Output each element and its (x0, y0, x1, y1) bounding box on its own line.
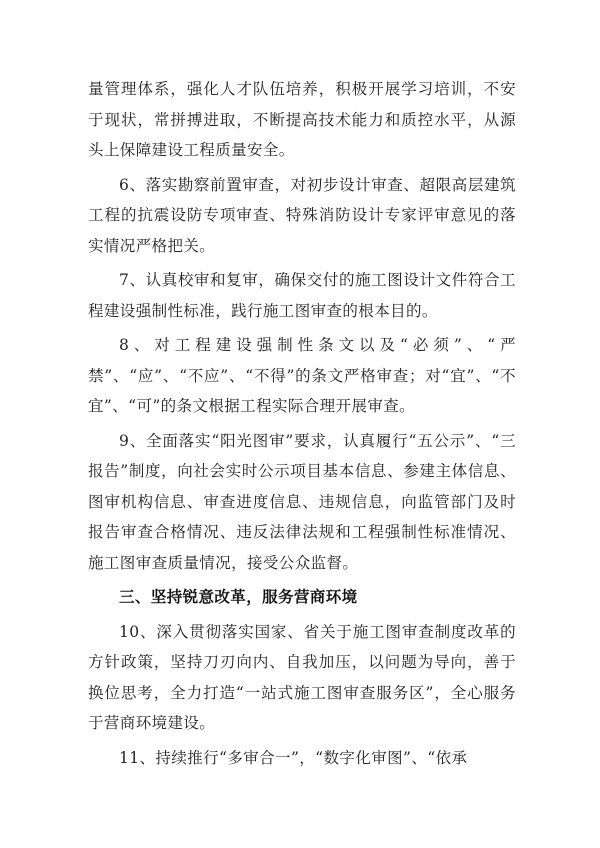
paragraph-item-10: 10、深入贯彻落实国家、省关于施工图审查制度改革的方针政策，坚持刀刃向内、自我加压，以问题为导向，善于换位思考，全力打造“一站式施工图审查服务区”，全心服务于营商环境建设。 (88, 622, 516, 732)
document-body (88, 74, 516, 773)
paragraph-continuation: 量管理体系，强化人才队伍培养，积极开展学习培训，不安于现状，常拼搏进取，不断提高技术能力和质控水平，从源头上保障建设工程质量安全。 (88, 80, 516, 159)
section-heading: 三、坚持锐意改革，服务营商环境 (119, 588, 358, 606)
paragraph-item-8: 8、对工程建设强制性条文以及“必须”、“严禁”、“应”、“不应”、“不得”的条文严格审查；对“宜”、“不宜”、“可”的条文根据工程实际合理开展审查。 (88, 336, 516, 415)
paragraph-item-6: 6、落实勘察前置审查，对初步设计审查、超限高层建筑工程的抗震设防专项审查、特殊消防设计专家评审意见的落实情况严格把关。 (88, 175, 516, 255)
paragraph-item-7: 7、认真校审和复审，确保交付的施工图设计文件符合工程建设强制性标准，践行施工图审查的根本目的。 (88, 271, 516, 320)
paragraph-item-11: 11、持续推行“多审合一”，“数字化审图”、“依承 (119, 748, 468, 767)
paragraph-item-9: 9、全面落实“阳光图审”要求，认真履行“五公示”、“三报告”制度，向社会实时公示项目基本信息、参建主体信息、图审机构信息、审查进度信息、违规信息，向监管部门及时报告审查合格情况、违反法律法规和工程强制性标准情况、施工图审查质量情况，接受公众监督。 (88, 431, 516, 572)
